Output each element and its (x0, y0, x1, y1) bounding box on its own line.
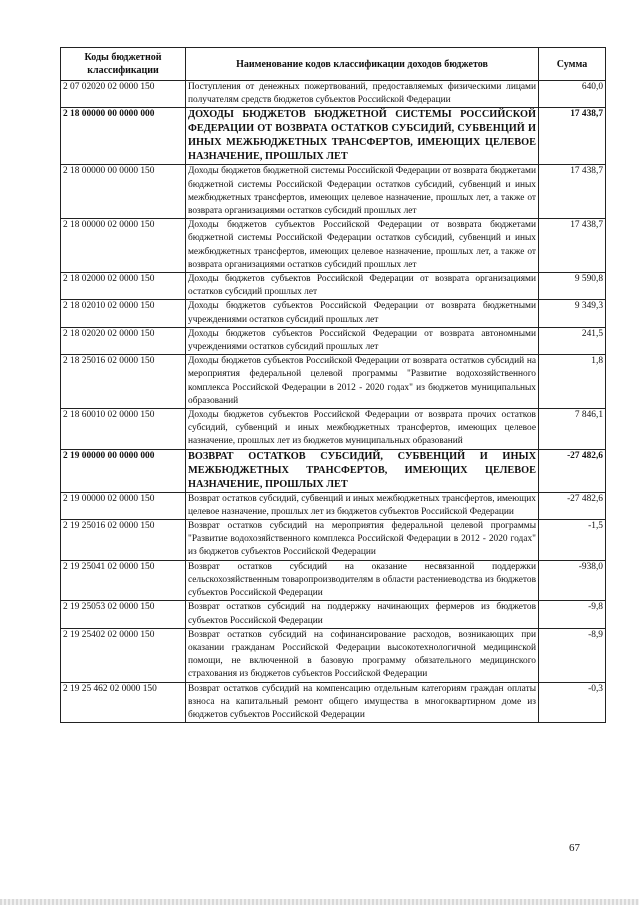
sum-cell: -1,5 (539, 520, 606, 561)
name-cell: Доходы бюджетов субъектов Российской Федерации от возврата организациями остатков субсидий прошлых лет (186, 273, 539, 300)
table-row (61, 492, 606, 519)
revenue-table (60, 47, 606, 723)
code-cell: 2 19 25016 02 0000 150 (61, 520, 186, 561)
sum-cell: -0,3 (539, 682, 606, 723)
code-cell: 2 18 00000 00 0000 150 (61, 165, 186, 219)
code-cell: 2 19 00000 00 0000 000 (61, 449, 186, 492)
sum-cell: 7 846,1 (539, 409, 606, 450)
code-cell: 2 18 00000 02 0000 150 (61, 219, 186, 273)
name-cell: Доходы бюджетов субъектов Российской Федерации от возврата бюджетами бюджетной системы Российской Федерации остатков субсидий, субвенций и иных межбюджетных трансфертов, имеющих целевое назначение, прошлых лет, а также от возврата организациями остатков субсидий прошлых лет (186, 219, 539, 273)
sum-cell: -8,9 (539, 628, 606, 682)
name-cell: ДОХОДЫ БЮДЖЕТОВ БЮДЖЕТНОЙ СИСТЕМЫ РОССИЙСКОЙ ФЕДЕРАЦИИ ОТ ВОЗВРАТА ОСТАТКОВ СУБСИДИЙ, СУБВЕНЦИЙ И ИНЫХ МЕЖБЮДЖЕТНЫХ ТРАНСФЕРТОВ, ИМЕЮЩИХ ЦЕЛЕВОЕ НАЗНАЧЕНИЕ, ПРОШЛЫХ ЛЕТ (186, 108, 539, 165)
name-cell: Доходы бюджетов субъектов Российской Федерации от возврата остатков субсидий на мероприятия федеральной целевой программы "Развитие водохозяйственного комплекса Российской Федерации в 2012 - 2020 годах" из бюджетов муниципальных образований (186, 355, 539, 409)
sum-cell: 17 438,7 (539, 165, 606, 219)
sum-cell: 640,0 (539, 81, 606, 108)
sum-cell: 17 438,7 (539, 108, 606, 165)
name-cell: Доходы бюджетов субъектов Российской Федерации от возврата прочих остатков субсидий, субвенций и иных межбюджетных трансфертов, имеющих целевое назначение, прошлых лет из бюджетов муниципальных образований (186, 409, 539, 450)
code-cell: 2 18 02020 02 0000 150 (61, 327, 186, 354)
code-cell: 2 18 02010 02 0000 150 (61, 300, 186, 327)
table-row (61, 682, 606, 723)
sum-cell: 9 349,3 (539, 300, 606, 327)
table-row (61, 355, 606, 409)
code-cell: 2 19 25 462 02 0000 150 (61, 682, 186, 723)
name-cell: Поступления от денежных пожертвований, предоставляемых физическими лицами получателям средств бюджетов субъектов Российской Федерации (186, 81, 539, 108)
name-cell: Доходы бюджетов субъектов Российской Федерации от возврата бюджетными учреждениями остатков субсидий прошлых лет (186, 300, 539, 327)
table-row (61, 520, 606, 561)
code-cell: 2 07 02020 02 0000 150 (61, 81, 186, 108)
sum-cell: -9,8 (539, 601, 606, 628)
code-cell: 2 18 25016 02 0000 150 (61, 355, 186, 409)
name-cell: ВОЗВРАТ ОСТАТКОВ СУБСИДИЙ, СУБВЕНЦИЙ И ИНЫХ МЕЖБЮДЖЕТНЫХ ТРАНСФЕРТОВ, ИМЕЮЩИХ ЦЕЛЕВОЕ НАЗНАЧЕНИЕ, ПРОШЛЫХ ЛЕТ (186, 449, 539, 492)
table-row (61, 409, 606, 450)
sum-cell: 17 438,7 (539, 219, 606, 273)
scan-edge-strip (0, 899, 639, 905)
table-row (61, 628, 606, 682)
sum-cell: -938,0 (539, 560, 606, 601)
name-cell: Доходы бюджетов бюджетной системы Российской Федерации от возврата бюджетами бюджетной системы Российской Федерации остатков субсидий, субвенций и иных межбюджетных трансфертов, имеющих целевое назначение, прошлых лет, а также от возврата организациями остатков субсидий прошлых лет (186, 165, 539, 219)
sum-cell: -27 482,6 (539, 449, 606, 492)
name-cell: Возврат остатков субсидий на поддержку начинающих фермеров из бюджетов субъектов Российской Федерации (186, 601, 539, 628)
table-row (61, 560, 606, 601)
table-row (61, 449, 606, 492)
table-row (61, 273, 606, 300)
name-cell: Возврат остатков субсидий на оказание несвязанной поддержки сельскохозяйственным товаропроизводителям в области растениеводства из бюджетов субъектов Российской Федерации (186, 560, 539, 601)
table-header-row (61, 48, 606, 81)
name-cell: Доходы бюджетов субъектов Российской Федерации от возврата автономными учреждениями остатков субсидий прошлых лет (186, 327, 539, 354)
table-row (61, 108, 606, 165)
code-cell: 2 19 25053 02 0000 150 (61, 601, 186, 628)
header-sum: Сумма (539, 48, 606, 81)
name-cell: Возврат остатков субсидий на компенсацию отдельным категориям граждан оплаты взноса на капитальный ремонт общего имущества в многоквартирном доме из бюджетов субъектов Российской Федерации (186, 682, 539, 723)
sum-cell: -27 482,6 (539, 492, 606, 519)
table-row (61, 219, 606, 273)
table-body (61, 81, 606, 723)
table-row (61, 327, 606, 354)
code-cell: 2 19 00000 02 0000 150 (61, 492, 186, 519)
table-row (61, 81, 606, 108)
code-cell: 2 18 00000 00 0000 000 (61, 108, 186, 165)
code-cell: 2 18 02000 02 0000 150 (61, 273, 186, 300)
name-cell: Возврат остатков субсидий на софинансирование расходов, возникающих при оказании гражданам Российской Федерации высокотехнологичной медицинской помощи, не включенной в базовую программу обязательного медицинского страхования из бюджетов субъектов Российской Федерации (186, 628, 539, 682)
sum-cell: 241,5 (539, 327, 606, 354)
table-row (61, 601, 606, 628)
table-row (61, 165, 606, 219)
code-cell: 2 19 25041 02 0000 150 (61, 560, 186, 601)
header-code: Коды бюджетной классификации (61, 48, 186, 81)
name-cell: Возврат остатков субсидий, субвенций и иных межбюджетных трансфертов, имеющих целевое назначение, прошлых лет из бюджетов субъектов Российской Федерации (186, 492, 539, 519)
page-number: 67 (569, 842, 580, 854)
sum-cell: 9 590,8 (539, 273, 606, 300)
name-cell: Возврат остатков субсидий на мероприятия федеральной целевой программы "Развитие водохозяйственного комплекса Российской Федерации в 2012 - 2020 годах" из бюджетов субъектов Российской Федерации (186, 520, 539, 561)
header-name: Наименование кодов классификации доходов бюджетов (186, 48, 539, 81)
code-cell: 2 19 25402 02 0000 150 (61, 628, 186, 682)
code-cell: 2 18 60010 02 0000 150 (61, 409, 186, 450)
sum-cell: 1,8 (539, 355, 606, 409)
table-row (61, 300, 606, 327)
